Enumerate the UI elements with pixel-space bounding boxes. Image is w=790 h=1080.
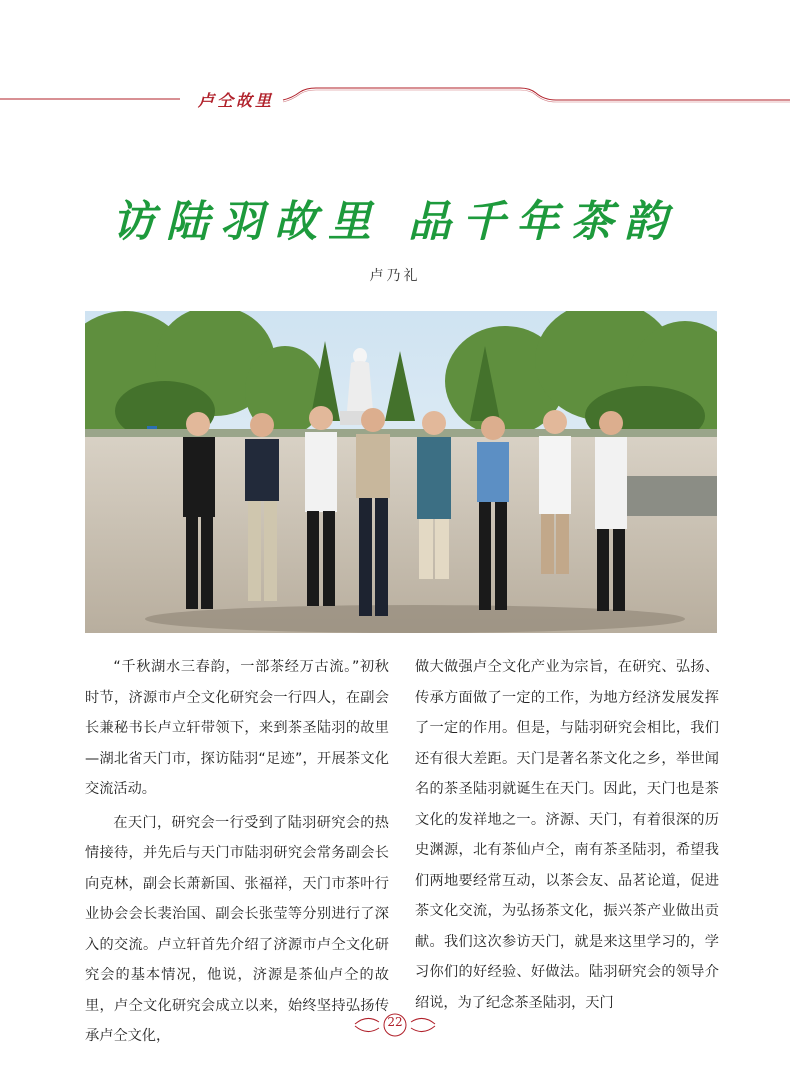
page-number-ornament <box>345 1010 445 1040</box>
article-column-left <box>85 652 389 1052</box>
article-column-right <box>415 652 719 1018</box>
article-author: 卢乃礼 <box>369 268 421 284</box>
article-title: 访陆羽故里 品千年茶韵 <box>112 197 678 247</box>
group-photo-illustration <box>85 311 717 633</box>
header-rule <box>0 0 790 120</box>
page-number: 22 <box>387 1015 403 1029</box>
paragraph-3: 做大做强卢仝文化产业为宗旨，在研究、弘扬、传承方面做了一定的工作，为地方经济发展发挥了一定的作用。但是，与陆羽研究会相比，我们还有很大差距。天门是著名茶文化之乡，举世闻名的茶圣陆羽就诞生在天门。因此，天门也是茶文化的发祥地之一。济源、天门，有着很深的历史渊源，北有茶仙卢仝，南有茶圣陆羽，希望我们两地要经常互动，以茶会友、品茗论道，促进茶文化交流，为弘扬茶文化，振兴茶产业做出贡献。我们这次参访天门，就是来这里学习的，学习你们的好经验、好做法。陆羽研究会的领导介绍说，为了纪念茶圣陆羽，天门 <box>415 659 719 1011</box>
group-photo <box>85 311 717 633</box>
section-label: 卢仝故里 <box>197 91 274 110</box>
paragraph-1: “千秋湖水三春韵，一部茶经万古流。”初秋时节，济源市卢仝文化研究会一行四人，在副会长兼秘书长卢立轩带领下，来到茶圣陆羽的故里—湖北省天门市，探访陆羽“足迹”，开展茶文化交流活动。 <box>85 659 389 797</box>
paragraph-2: 在天门，研究会一行受到了陆羽研究会的热情接待，并先后与天门市陆羽研究会常务副会长向克林，副会长萧新国、张福祥，天门市茶叶行业协会会长裴治国、副会长张莹等分别进行了深入的交流。卢立轩首先介绍了济源市卢仝文化研究会的基本情况，他说，济源是茶仙卢仝的故里，卢仝文化研究会成立以来，始终坚持弘扬传承卢仝文化， <box>85 814 389 1044</box>
